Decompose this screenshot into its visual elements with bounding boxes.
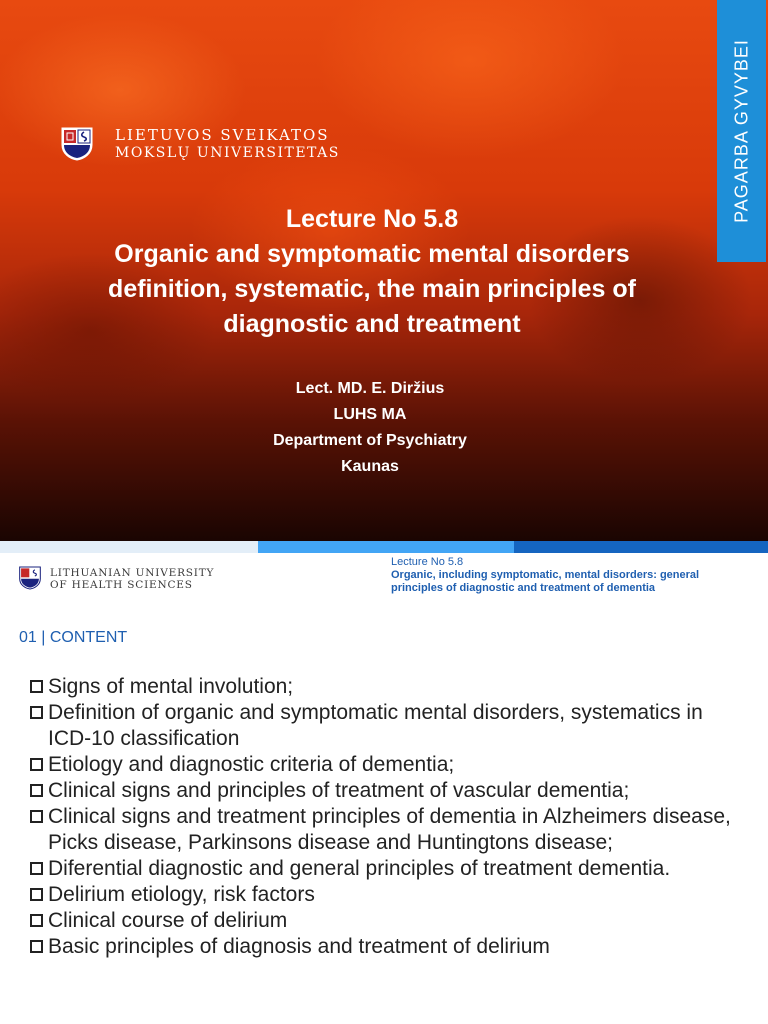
list-item (30, 934, 750, 960)
checkbox-icon (30, 914, 43, 927)
checkbox-icon (30, 784, 43, 797)
checkbox-icon (30, 888, 43, 901)
title-line: diagnostic and treatment (223, 310, 521, 338)
university-logo-text (50, 567, 214, 591)
header-color-bar (0, 541, 768, 553)
section-heading: 01 | CONTENT (19, 629, 128, 646)
lecture-ref-line: Lecture No 5.8 (391, 556, 464, 568)
list-item (30, 700, 750, 752)
list-item-text: Basic principles of diagnosis and treatment of delirium (48, 935, 550, 958)
list-item (30, 778, 750, 804)
title-line: definition, systematic, the main principles of (108, 275, 636, 303)
lecture-title (20, 202, 724, 342)
list-item (30, 752, 750, 778)
list-item (30, 882, 750, 908)
author-line: Kaunas (341, 458, 399, 475)
logo-line-1: LITHUANIAN UNIVERSITY (50, 567, 215, 579)
list-item (30, 804, 750, 856)
list-item-text: Diferential diagnostic and general principles of treatment dementia. (48, 857, 671, 880)
list-item-text: Delirium etiology, risk factors (48, 883, 315, 906)
lecture-reference (391, 556, 751, 595)
lecture-ref-line: Organic, including symptomatic, mental disorders: general (391, 569, 700, 581)
checkbox-icon (30, 680, 43, 693)
author-line: Department of Psychiatry (273, 432, 467, 449)
list-item (30, 674, 750, 700)
checkbox-icon (30, 706, 43, 719)
list-item-text: Clinical course of delirium (48, 909, 288, 932)
checkbox-icon (30, 940, 43, 953)
logo-line-2: OF HEALTH SCIENCES (50, 579, 193, 591)
list-item (30, 908, 750, 934)
list-item-text: Etiology and diagnostic criteria of dementia; (48, 753, 455, 776)
shield-crest-icon (61, 127, 93, 161)
title-line: Lecture No 5.8 (285, 205, 459, 233)
shield-crest-icon (19, 566, 41, 590)
logo-line-1: LIETUVOS SVEIKATOS (115, 126, 330, 144)
author-line: Lect. MD. E. Diržius (295, 380, 445, 397)
motto-tab-label: PAGARBA GYVYBEI (731, 39, 751, 223)
checkbox-icon (30, 810, 43, 823)
bar-segment (258, 541, 514, 553)
bar-segment (0, 541, 258, 553)
motto-tab (717, 0, 766, 262)
lecture-ref-line: principles of diagnostic and treatment of dementia (391, 582, 656, 594)
list-item-text: Clinical signs and treatment principles of dementia in Alzheimers disease, Picks disease, Parkinsons disease and Huntingtons disease; (48, 805, 731, 854)
checkbox-icon (30, 758, 43, 771)
content-list (30, 674, 750, 960)
list-item-text: Signs of mental involution; (48, 675, 294, 698)
list-item-text: Clinical signs and principles of treatment of vascular dementia; (48, 779, 630, 802)
content-slide (0, 541, 768, 1024)
list-item (30, 856, 750, 882)
author-info (170, 376, 570, 480)
university-logo-text (115, 126, 340, 162)
list-item-text: Definition of organic and symptomatic mental disorders, systematics in ICD-10 classification (48, 701, 703, 750)
checkbox-icon (30, 862, 43, 875)
author-line: LUHS MA (333, 406, 407, 423)
bar-segment (514, 541, 768, 553)
title-line: Organic and symptomatic mental disorders (114, 240, 630, 268)
logo-line-2: MOKSLŲ UNIVERSITETAS (115, 145, 340, 161)
